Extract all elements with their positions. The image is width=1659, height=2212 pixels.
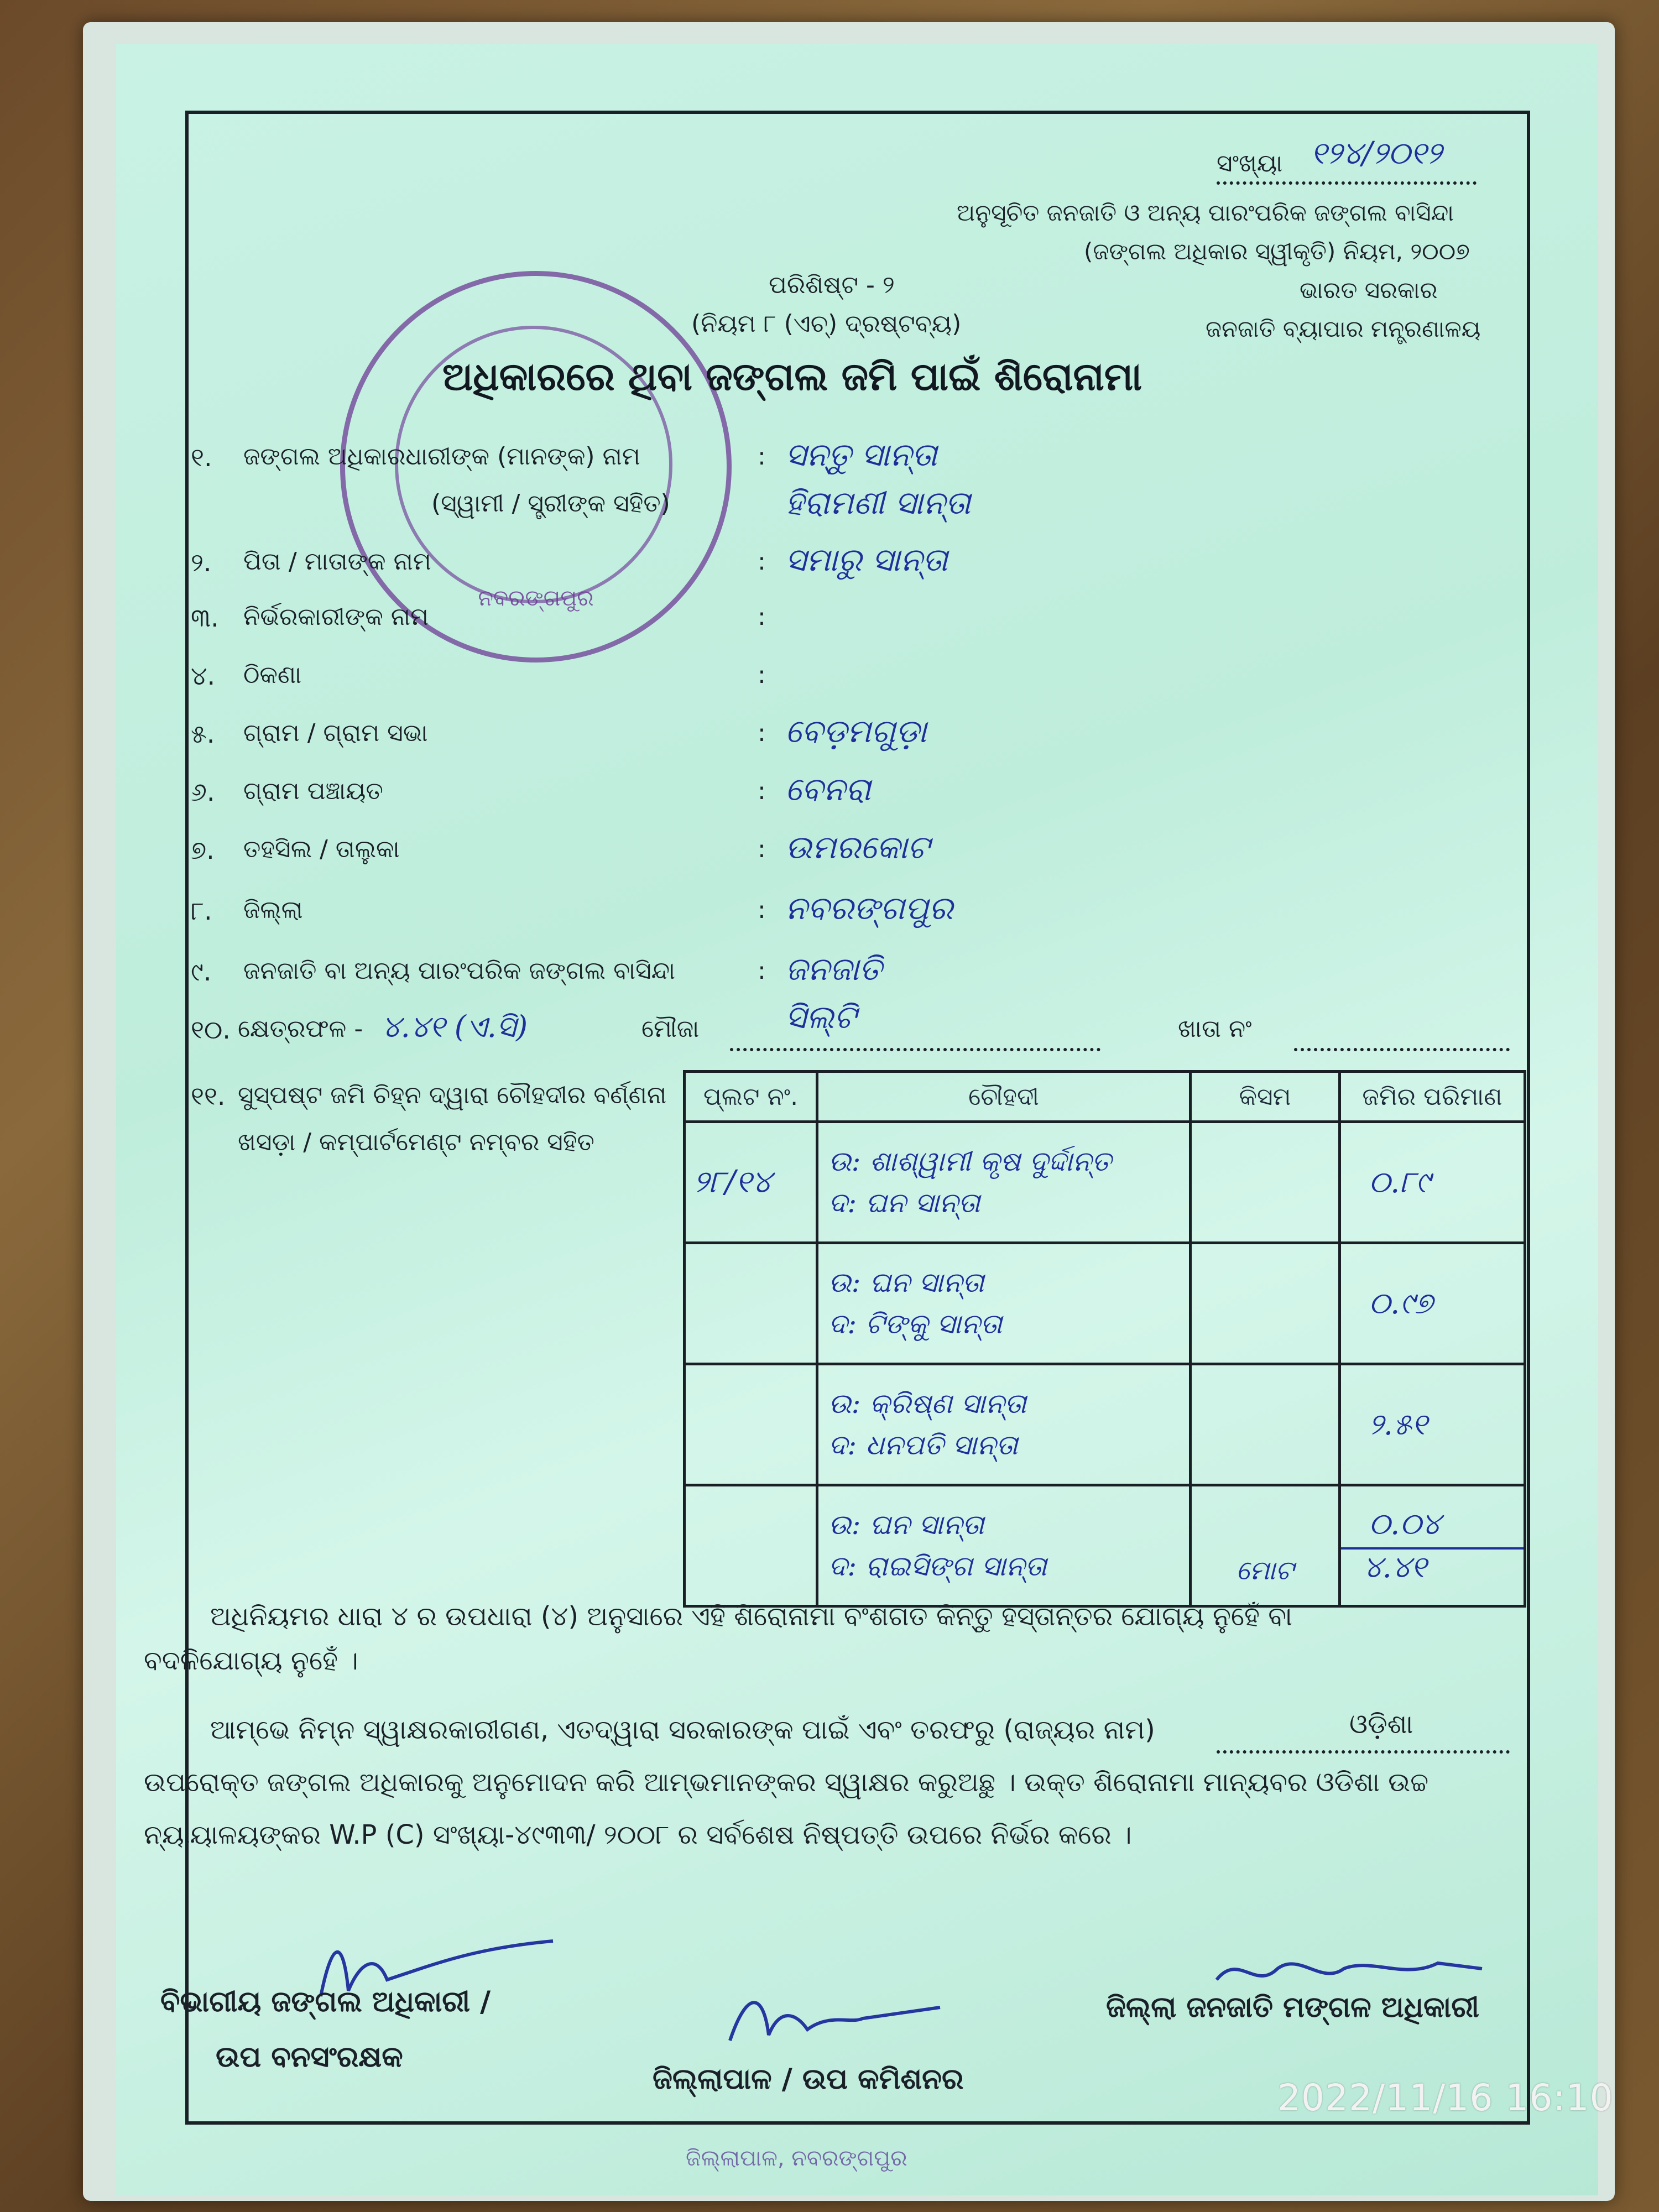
- field-colon: :: [758, 603, 766, 631]
- number-label: ସଂଖ୍ୟା: [1217, 149, 1283, 178]
- area-value: ୦.୮୯: [1369, 1165, 1431, 1199]
- field-value-secondary: ସିଲ୍‌ଟି: [785, 998, 857, 1036]
- mouza-label: ମୌଜା: [641, 1015, 700, 1043]
- field-value: ନବରଙ୍ଗପୁର: [785, 889, 953, 927]
- field-label: ଠିକଣା: [243, 661, 302, 689]
- boundary-north: ଉ: ଘନ ସାନ୍ତା: [828, 1509, 984, 1541]
- boundary-north: ଉ: କ୍ରିଷ୍ଣ ସାନ୍ତା: [828, 1387, 1027, 1420]
- certificate-title: ଅଧିକାରରେ ଥିବା ଜଙ୍ଗଲ ଜମି ପାଇଁ ଶିରୋନାମା: [442, 354, 1142, 399]
- signatory-right: ଜିଲ୍ଲା ଜନଜାତି ମଙ୍ଗଳ ଅଧିକାରୀ: [1106, 1991, 1479, 2024]
- rule-reference: (ନିୟମ ୮ (ଏଚ୍) ଦ୍ରଷ୍ଟବ୍ୟ): [691, 310, 962, 338]
- kisam-value: ମୋଟ: [1236, 1554, 1294, 1586]
- field-number: ୨.: [191, 547, 212, 577]
- col-header-kisam: କିସମ: [1191, 1072, 1340, 1122]
- stamp-text: ନବରଙ୍ଗପୁର: [478, 586, 594, 611]
- boundary-south: ଦ: ରାଇସିଙ୍ଗ ସାନ୍ତା: [828, 1550, 1047, 1582]
- boundary-label-1: ସୁସ୍ପଷ୍ଟ ଜମି ଚିହ୍ନ ଦ୍ୱାରା ଚୌହଦୀର ବର୍ଣ୍ଣନା: [238, 1081, 667, 1109]
- col-header-boundary: ଚୌହଦୀ: [817, 1072, 1191, 1122]
- field-colon: :: [758, 442, 766, 471]
- boundary-number: ୧୧.: [191, 1081, 226, 1111]
- signatory-left-line-1: ବିଭାଗୀୟ ଜଙ୍ଗଲ ଅଧିକାରୀ /: [160, 1985, 491, 2018]
- table-row: [685, 1122, 1525, 1243]
- field-colon: :: [758, 957, 766, 985]
- collector-stamp-text: ଜିଲ୍ଲାପାଳ, ନବରଙ୍ଗପୁର: [686, 2146, 907, 2171]
- paragraph-1-line-2: ବଦଳିଯୋଗ୍ୟ ନୁହେଁ ।: [144, 1645, 358, 1676]
- paragraph-1-line-1: ଅଧିନିୟମର ଧାରା ୪ ର ଉପଧାରା (୪) ଅନୁସାରେ ଏହି ଶିରୋନାମା ବଂଶଗତ କିନ୍ତୁ ହସ୍ତାନ୍ତର ଯୋଗ୍ୟ ନୁହେଁ ବା: [210, 1601, 1292, 1632]
- area-value: ୪.୪୧ (ଏ.ସି): [382, 1009, 528, 1044]
- paragraph-2-line-3: ନ୍ୟାୟାଳୟଙ୍କର W.P (C) ସଂଖ୍ୟା-୪୯୩୩/ ୨୦୦୮ ର ସର୍ବଶେଷ ନିଷ୍ପତ୍ତି ଉପରେ ନିର୍ଭର କରେ ।: [144, 1819, 1132, 1850]
- boundary-south: ଦ: ଟିଙ୍କୁ ସାନ୍ତା: [828, 1308, 1003, 1340]
- boundary-south: ଦ: ଧନପତି ସାନ୍ତା: [828, 1429, 1018, 1461]
- boundary-table: [683, 1070, 1526, 1608]
- area-number: ୧୦.: [191, 1015, 231, 1045]
- field-label: ଗ୍ରାମ ପଞ୍ଚାୟତ: [243, 777, 383, 805]
- photo-timestamp: 2022/11/16 16:10: [1277, 2077, 1614, 2119]
- paragraph-2-line-2: ଉପରୋକ୍ତ ଜଙ୍ଗଲ ଅଧିକାରକୁ ଅନୁମୋଦନ କରି ଆମ୍ଭମାନଙ୍କର ସ୍ୱାକ୍ଷର କରୁଅଛୁ । ଉକ୍ତ ଶିରୋନାମା ମାନ୍ୟବର ଓଡିଶା ଉଚ୍ଚ: [144, 1767, 1429, 1798]
- area-label: କ୍ଷେତ୍ରଫଳ -: [238, 1015, 363, 1043]
- boundary-north: ଉ: ଘନ ସାନ୍ତା: [828, 1266, 984, 1298]
- field-number: ୭.: [191, 835, 215, 865]
- act-line-4: ଜନଜାତି ବ୍ୟାପାର ମନ୍ତ୍ରଣାଳୟ: [1206, 315, 1481, 342]
- field-label: ପିତା / ମାତାଙ୍କ ନାମ: [243, 547, 431, 576]
- number-value: ୧୨୪/୨୦୧୨: [1311, 135, 1442, 171]
- act-line-2: (ଜଙ୍ଗଲ ଅଧିକାର ସ୍ୱୀକୃତି) ନିୟମ, ୨୦୦୭: [1084, 238, 1470, 265]
- field-label: ତହସିଲ / ତାଲୁକା: [243, 835, 400, 863]
- field-value-secondary: ହିରାମଣୀ ସାନ୍ତା: [785, 484, 971, 521]
- field-label-secondary: (ସ୍ୱାମୀ / ସ୍ତ୍ରୀଙ୍କ ସହିତ): [431, 489, 670, 518]
- area-value: ୦.୦୪: [1369, 1506, 1441, 1541]
- field-number: ୪.: [191, 661, 216, 691]
- field-value: ବେନରା: [785, 770, 871, 808]
- annex-label: ପରିଶିଷ୍ଟ - ୨: [769, 271, 895, 299]
- kisam-value: [1192, 1279, 1338, 1328]
- table-row: [685, 1243, 1525, 1364]
- kisam-value: [1192, 1157, 1338, 1207]
- middle-signature: [719, 1980, 951, 2063]
- col-header-plot: ପ୍ଲଟ ନଂ.: [685, 1072, 817, 1122]
- field-value: ସମାରୁ ସାନ୍ତା: [785, 541, 948, 578]
- table-row: [685, 1364, 1525, 1485]
- field-number: ୯.: [191, 957, 212, 987]
- act-line-1: ଅନୁସୂଚିତ ଜନଜାତି ଓ ଅନ୍ୟ ପାରଂପରିକ ଜଙ୍ଗଲ ବାସିନ୍ଦା: [957, 199, 1454, 226]
- field-value: ବେଡ଼ମଗୁଡ଼ା: [785, 712, 927, 750]
- field-colon: :: [758, 896, 766, 924]
- col-header-area: ଜମିର ପରିମାଣ: [1340, 1072, 1525, 1122]
- field-colon: :: [758, 719, 766, 747]
- field-number: ୬.: [191, 777, 215, 807]
- field-label: ଜନଜାତି ବା ଅନ୍ୟ ପାରଂପରିକ ଜଙ୍ଗଲ ବାସିନ୍ଦା: [243, 957, 676, 985]
- plot-number: ୨୮/୧୪: [693, 1164, 772, 1200]
- act-line-3: ଭାରତ ସରକାର: [1300, 276, 1438, 304]
- field-label: ଗ୍ରାମ / ଗ୍ରାମ ସଭା: [243, 719, 428, 747]
- field-label: ନିର୍ଭରକାରୀଙ୍କ ନାମ: [243, 603, 429, 631]
- signatory-middle: ଜିଲ୍ଲାପାଳ / ଉପ କମିଶନର: [653, 2063, 964, 2096]
- field-label: ଜିଲ୍ଲା: [243, 896, 303, 924]
- kisam-value: [1192, 1400, 1338, 1449]
- field-number: ୧.: [191, 442, 212, 472]
- area-value: ୦.୯୭: [1369, 1286, 1433, 1321]
- field-value: ଜନଜାତି: [785, 950, 882, 988]
- field-colon: :: [758, 547, 766, 576]
- field-number: ୫.: [191, 719, 215, 749]
- signatory-left-line-2: ଉପ ବନସଂରକ୍ଷକ: [216, 2041, 403, 2074]
- field-value: ସନ୍ତୁ ସାନ୍ତା: [785, 436, 937, 473]
- field-colon: :: [758, 661, 766, 689]
- paragraph-2-line-1: ଆମ୍ଭେ ନିମ୍ନ ସ୍ୱାକ୍ଷରକାରୀଗଣ, ଏତଦ୍ୱାରା ସରକାରଙ୍କ ପାଇଁ ଏବଂ ତରଫରୁ (ରାଜ୍ୟର ନାମ): [210, 1714, 1155, 1745]
- boundary-north: ଉ: ଶାଶ୍ୱାମୀ କୃଷ ଦୁର୍ଦ୍ଦାନ୍ତ: [828, 1145, 1112, 1177]
- area-total: ୪.୪୧: [1341, 1547, 1524, 1585]
- field-colon: :: [758, 777, 766, 805]
- field-number: ୮.: [191, 896, 212, 926]
- boundary-south: ଦ: ଘନ ସାନ୍ତା: [828, 1187, 980, 1219]
- field-value: ଉମରକୋଟ: [785, 828, 930, 866]
- field-number: ୩.: [191, 603, 219, 633]
- area-value: ୨.୫୧: [1369, 1407, 1427, 1442]
- khata-label: ଖାତା ନଂ: [1178, 1015, 1252, 1043]
- boundary-label-2: ଖସଡ଼ା / କମ୍ପାର୍ଟମେଣ୍ଟ ନମ୍ବର ସହିତ: [238, 1128, 594, 1156]
- table-row: [685, 1485, 1525, 1606]
- state-name: ଓଡ଼ିଶା: [1349, 1709, 1413, 1740]
- field-colon: :: [758, 835, 766, 863]
- field-label: ଜଙ୍ଗଲ ଅଧିକାରଧାରୀଙ୍କ (ମାନଙ୍କ) ନାମ: [243, 442, 640, 471]
